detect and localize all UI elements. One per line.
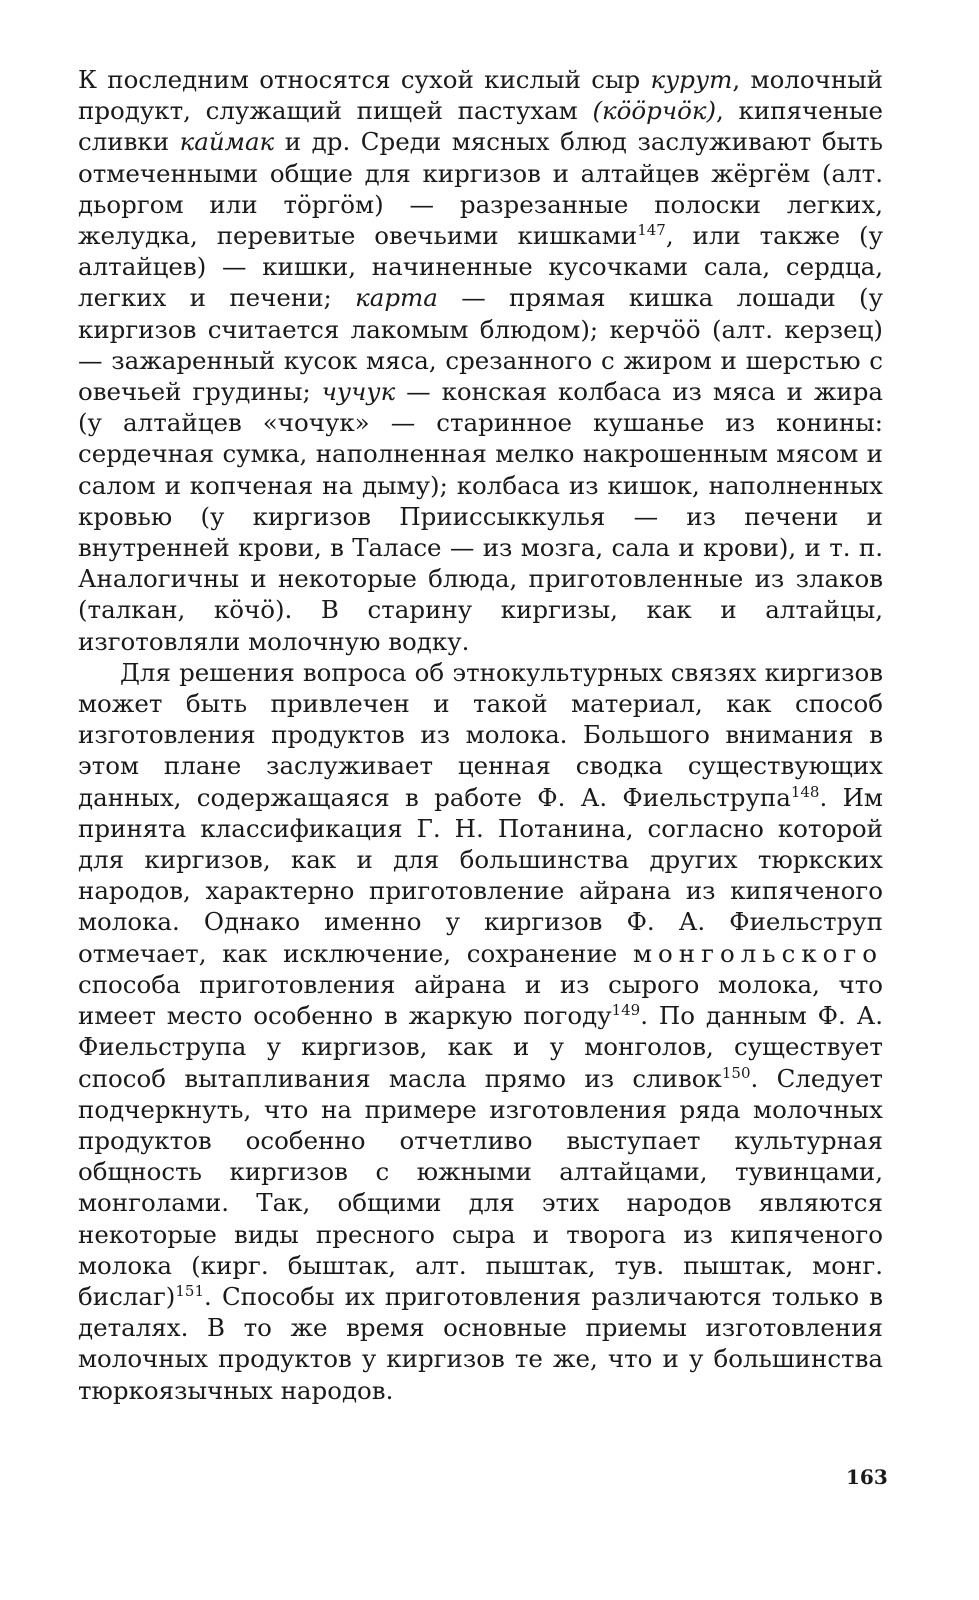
italic-term: курут — [650, 65, 733, 94]
footnote-ref: 150 — [721, 1063, 751, 1082]
text-run: , кипяченые сливки — [78, 96, 883, 157]
italic-term: чучук — [321, 377, 396, 407]
text-run: — прямая кишка лошади (у киргизов считается лакомым блюдом); керчӧӧ (алт. керзец) — зажаренный кусок мяса, срезанного с жиром и шерстью с овечьей грудины; — [78, 283, 884, 407]
text-run: и др. Среди мясных блюд заслуживают быть отмеченными общие для киргизов и алтайцев жёргём (алт. дьоргом или тӧргӧм) — разрезанные полоски легких, желудка, перевитые овечьими кишками — [78, 127, 883, 251]
italic-term: каймак — [179, 127, 275, 157]
footnote-ref: 147 — [637, 221, 666, 240]
text-run: . Им принята классификация Г. Н. Потанина, согласно которой для киргизов, как и для большинства других тюркских народов, характерно приготовление айрана из кипяченого молока. Однако именно у киргизов Ф. А. Фиельструп отмечает, как исключение, сохранение — [78, 782, 883, 968]
text-run: Для решения вопроса об этнокультурных связях киргизов может быть привлечен и такой материал, как способ изготовления продуктов из молока. Большого внимания в этом плане заслуживает ценная сводка существующих данных, содержащаяся в работе Ф. А. Фиельструпа — [78, 657, 883, 812]
footnote-ref: 149 — [611, 1001, 641, 1020]
italic-term: (кӧӧрчӧк) — [592, 96, 717, 126]
book-page-body — [78, 64, 883, 1406]
footnote-ref: 148 — [790, 782, 820, 801]
footnote-ref: 151 — [175, 1281, 205, 1300]
text-run: способа приготовления айрана и из сырого молока, что имеет место особенно в жаркую погоду — [78, 969, 883, 1031]
page-number: 163 — [846, 1465, 888, 1489]
paragraph-food-dishes — [78, 64, 883, 657]
text-run: . Способы их приготовления различаются только в деталях. В то же время основные приемы изготовления молочных продуктов у киргизов те же, что и у большинства тюркоязычных народов. — [78, 1281, 883, 1405]
paragraph-dairy-products — [78, 657, 883, 1406]
text-run: К последним относятся сухой кислый сыр — [78, 65, 651, 94]
text-run: . По данным Ф. А. Фиельструпа у киргизов, как и у монголов, существует способ вытапливания масла прямо из сливок — [78, 1001, 883, 1093]
spaced-emphasis: монгольского — [633, 938, 883, 968]
text-run: — конская колбаса из мяса и жира (у алтайцев «чочук» — старинное кушанье из конины: сердечная сумка, наполненная мелко накрошенным мясом и салом и копченая на дыму); колбаса из кишок, наполненных кровью (у киргизов Прииссыккулья — из печени и внутренней крови, в Таласе — из мозга, сала и крови), и т. п. Аналогичны и некоторые блюда, приготовленные из злаков (талкан, кӧчӧ). В старину киргизы, как и алтайцы, изготовляли молочную водку. — [78, 377, 883, 656]
text-run: . Следует подчеркнуть, что на примере изготовления ряда молочных продуктов особенно отчетливо выступает культурная общность киргизов с южными алтайцами, тувинцами, монголами. Так, общими для этих народов являются некоторые виды пресного сыра и творога из кипяченого молока (кирг. быштак, алт. пыштак, тув. пыштак, монг. бислаг) — [78, 1063, 883, 1311]
italic-term: карта — [355, 283, 438, 313]
text-run: , или также (у алтайцев) — кишки, начиненные кусочками сала, сердца, легких и печени; — [78, 221, 883, 313]
text-run: , молочный продукт, служащий пищей пастухам — [78, 65, 883, 126]
